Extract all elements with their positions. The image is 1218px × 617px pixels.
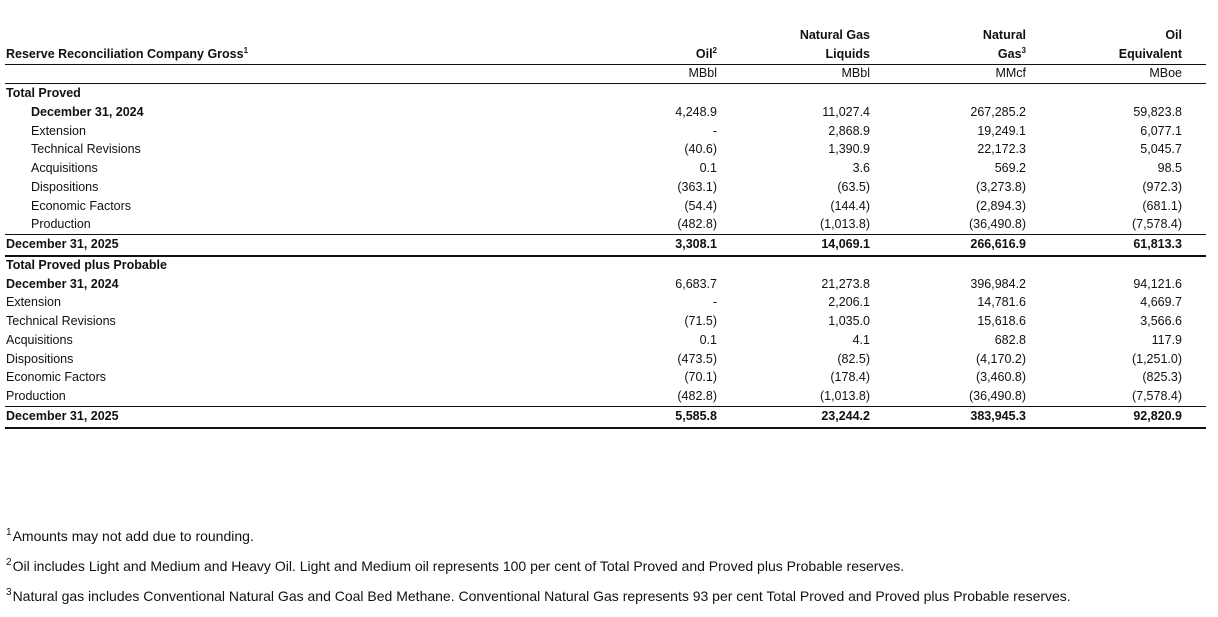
row-label: Acquisitions [31, 161, 98, 175]
cell-ngl: 11,027.4 [822, 105, 870, 119]
row-label: Dispositions [31, 180, 99, 194]
row-label: Acquisitions [6, 333, 73, 347]
cell-ngl: 2,868.9 [828, 124, 870, 138]
cell-oil: 6,683.7 [675, 277, 717, 291]
row-label: Extension [6, 295, 61, 309]
cell-gas: (4,170.2) [975, 352, 1026, 366]
row-label: Dispositions [6, 352, 74, 366]
cell-oil: - [712, 124, 717, 138]
footnote-3: $^3$Natural gas includes Conventional Natural Gas and Coal Bed Methane. Conventional Natural Gas represents 93 per cent Total Proved and Proved plus Probable reserves. [6, 587, 1071, 604]
cell-ngl: (144.4) [830, 199, 870, 213]
cell-oil: (71.5) [684, 314, 717, 328]
column-header-ngl-line2: Liquids [825, 47, 870, 61]
cell-boe: 92,820.9 [1133, 409, 1182, 423]
header-rule [5, 64, 1206, 65]
cell-gas: 267,285.2 [970, 105, 1026, 119]
column-header-oil: Oil$^2$ [695, 46, 717, 61]
cell-ngl: 1,390.9 [828, 142, 870, 156]
cell-boe: (1,251.0) [1131, 352, 1182, 366]
cell-boe: (825.3) [1142, 370, 1182, 384]
cell-gas: 682.8 [994, 333, 1026, 347]
cell-gas: 22,172.3 [977, 142, 1026, 156]
cell-oil: (363.1) [677, 180, 717, 194]
row-label: Economic Factors [6, 370, 107, 384]
total-row [5, 235, 1206, 254]
cell-boe: 3,566.6 [1140, 314, 1182, 328]
cell-boe: 98.5 [1157, 161, 1182, 175]
cell-oil: 0.1 [699, 333, 717, 347]
row-label: Economic Factors [31, 199, 132, 213]
cell-boe: (681.1) [1142, 199, 1182, 213]
cell-boe: 117.9 [1151, 333, 1182, 347]
cell-oil: 4,248.9 [675, 105, 717, 119]
table-row [5, 159, 1206, 178]
cell-gas: 569.2 [994, 161, 1026, 175]
cell-ngl: 1,035.0 [828, 314, 870, 328]
cell-gas: (3,273.8) [975, 180, 1026, 194]
cell-oil: (482.8) [677, 217, 717, 231]
section-title: Total Proved plus Probable [6, 258, 167, 272]
cell-boe: (972.3) [1142, 180, 1182, 194]
cell-boe: (7,578.4) [1131, 389, 1182, 403]
cell-boe: 59,823.8 [1133, 105, 1182, 119]
row-label: Extension [31, 124, 86, 138]
cell-ngl: (63.5) [837, 180, 870, 194]
table-row [5, 178, 1206, 197]
cell-boe: 4,669.7 [1140, 295, 1182, 309]
row-label: December 31, 2025 [6, 409, 119, 423]
cell-oil: 5,585.8 [675, 409, 717, 423]
cell-ngl: 14,069.1 [821, 237, 870, 251]
row-label: Production [31, 217, 91, 231]
row-label: Technical Revisions [6, 314, 116, 328]
footnote-2: $^2$Oil includes Light and Medium and Heavy Oil. Light and Medium oil represents 100 per cent of Total Proved and Proved plus Probable reserves. [6, 557, 905, 574]
cell-oil: (54.4) [684, 199, 717, 213]
table-row [5, 387, 1206, 406]
cell-gas: (2,894.3) [975, 199, 1026, 213]
row-label: Technical Revisions [31, 142, 141, 156]
table-row [5, 368, 1206, 387]
cell-gas: 15,618.6 [977, 314, 1026, 328]
cell-ngl: (82.5) [837, 352, 870, 366]
cell-boe: 61,813.3 [1133, 237, 1182, 251]
column-unit-ngl: MBbl [841, 66, 870, 80]
row-label: Production [6, 389, 66, 403]
cell-gas: (36,490.8) [969, 389, 1026, 403]
column-header-ngl-line1: Natural Gas [799, 28, 870, 42]
cell-boe: 94,121.6 [1133, 277, 1182, 291]
footnote-1: $^1$Amounts may not add due to rounding. [6, 527, 254, 544]
row-label: December 31, 2024 [31, 105, 144, 119]
section-title-row [5, 256, 1206, 275]
table-row [5, 140, 1206, 159]
cell-oil: 0.1 [699, 161, 717, 175]
cell-boe: (7,578.4) [1131, 217, 1182, 231]
section-title-row [5, 84, 1206, 103]
cell-oil: 3,308.1 [675, 237, 717, 251]
table-row [5, 350, 1206, 369]
table-row [5, 275, 1206, 294]
cell-oil: (40.6) [684, 142, 717, 156]
column-unit-oil: MBbl [688, 66, 717, 80]
cell-gas: 266,616.9 [970, 237, 1026, 251]
cell-oil: (70.1) [684, 370, 717, 384]
table-row [5, 215, 1206, 234]
column-unit-gas: MMcf [995, 66, 1026, 80]
column-header-gas-line2: Gas$^3$ [997, 46, 1026, 61]
cell-ngl: (1,013.8) [819, 389, 870, 403]
cell-ngl: (178.4) [830, 370, 870, 384]
cell-ngl: 3.6 [852, 161, 870, 175]
cell-ngl: (1,013.8) [819, 217, 870, 231]
cell-gas: 14,781.6 [977, 295, 1026, 309]
cell-oil: - [712, 295, 717, 309]
cell-boe: 6,077.1 [1140, 124, 1182, 138]
row-label: December 31, 2025 [6, 237, 119, 251]
table-row [5, 122, 1206, 141]
table-row [5, 293, 1206, 312]
table-row [5, 312, 1206, 331]
total-row [5, 407, 1206, 426]
cell-gas: (3,460.8) [975, 370, 1026, 384]
cell-gas: 383,945.3 [970, 409, 1026, 423]
cell-ngl: 21,273.8 [821, 277, 870, 291]
column-header-gas-line1: Natural [982, 28, 1026, 42]
cell-ngl: 23,244.2 [821, 409, 870, 423]
table-row [5, 103, 1206, 122]
cell-gas: (36,490.8) [969, 217, 1026, 231]
cell-gas: 19,249.1 [977, 124, 1026, 138]
table-row [5, 331, 1206, 350]
cell-gas: 396,984.2 [970, 277, 1026, 291]
cell-ngl: 4.1 [852, 333, 870, 347]
column-header-boe-line2: Equivalent [1118, 47, 1182, 61]
cell-boe: 5,045.7 [1140, 142, 1182, 156]
table-row [5, 197, 1206, 216]
section-title: Total Proved [6, 86, 81, 100]
total-rule [5, 427, 1206, 429]
row-label: December 31, 2024 [6, 277, 119, 291]
table-title: Reserve Reconciliation Company Gross$^1$ [6, 46, 249, 61]
column-unit-boe: MBoe [1149, 66, 1182, 80]
column-header-boe-line1: Oil [1165, 28, 1182, 42]
cell-ngl: 2,206.1 [828, 295, 870, 309]
cell-oil: (473.5) [677, 352, 717, 366]
cell-oil: (482.8) [677, 389, 717, 403]
